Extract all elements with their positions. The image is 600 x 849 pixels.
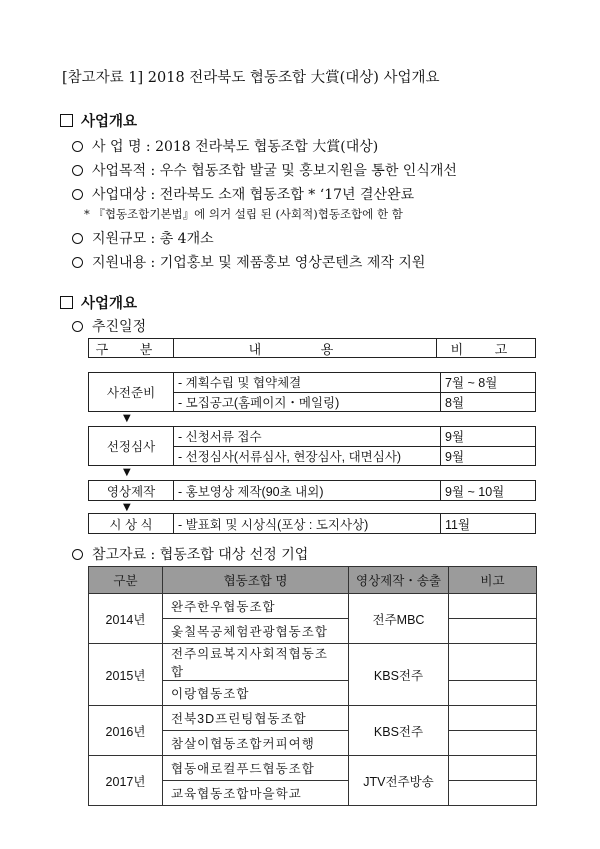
label-text: 추진일정 xyxy=(92,319,147,335)
stage-date: 9월 xyxy=(445,449,465,464)
header-remarks: 비 고 xyxy=(450,341,522,357)
company-name: 전주의료복지사회적협동조합 xyxy=(163,644,349,681)
stage-production xyxy=(88,480,536,501)
circle-bullet-icon xyxy=(72,165,83,176)
item-text: 사업대상 : 전라북도 소재 협동조합 * ‘17년 결산완료 xyxy=(92,187,415,203)
down-arrow-icon: ▼ xyxy=(123,502,131,513)
col-header: 협동조합 명 xyxy=(163,567,349,594)
company-name: 이랑협동조합 xyxy=(163,681,349,706)
remarks-cell xyxy=(449,594,537,619)
header-content: 내 용 xyxy=(174,339,437,357)
reference-label xyxy=(72,544,308,564)
stage-date: 8월 xyxy=(445,395,465,410)
table-header-row xyxy=(89,567,537,594)
circle-bullet-icon xyxy=(72,549,83,560)
section-heading-2 xyxy=(60,292,137,313)
stage-desc: - 모집공고(홈페이지・메일링) xyxy=(174,393,441,412)
circle-bullet-icon xyxy=(72,233,83,244)
remarks-cell xyxy=(449,781,537,806)
item-text: 지원규모 : 총 4개소 xyxy=(92,231,214,247)
stage-date: 9월 xyxy=(445,430,465,445)
circle-bullet-icon xyxy=(72,189,83,200)
stage-name: 선정심사 xyxy=(89,427,174,465)
stage-name: 영상제작 xyxy=(89,481,174,500)
company-name: 옻칠목공체험관광협동조합 xyxy=(163,619,349,644)
stage-desc: - 계획수립 및 협약체결 xyxy=(174,373,441,392)
list-item xyxy=(72,184,414,204)
table-row xyxy=(89,756,537,781)
col-header: 비고 xyxy=(449,567,537,594)
remarks-cell xyxy=(449,731,537,756)
table-row xyxy=(89,594,537,619)
stage-desc: - 홍보영상 제작(90초 내외) xyxy=(174,481,441,500)
stage-desc: - 발표회 및 시상식(포상 : 도지사상) xyxy=(174,514,441,533)
company-name: 교육협동조합마을학교 xyxy=(163,781,349,806)
footnote: * 『협동조합기본법』에 의거 설립 된 (사회적)협동조합에 한 함 xyxy=(84,207,403,221)
company-table xyxy=(88,566,537,806)
stage-ceremony xyxy=(88,513,536,534)
table-row xyxy=(89,706,537,731)
stage-prep xyxy=(88,372,536,412)
stage-name: 시 상 식 xyxy=(89,514,174,533)
item-text: 사업목적 : 우수 협동조합 발굴 및 홍보지원을 통한 인식개선 xyxy=(92,163,457,179)
stage-desc: - 신청서류 접수 xyxy=(174,427,441,446)
section-title: 사업개요 xyxy=(81,113,138,130)
producer-cell: 전주MBC xyxy=(349,594,449,644)
stage-review xyxy=(88,426,536,466)
stage-date: 7월 ~ 8월 xyxy=(445,376,498,391)
down-arrow-icon: ▼ xyxy=(123,467,131,478)
remarks-cell xyxy=(449,681,537,706)
square-bullet-icon xyxy=(60,114,73,127)
remarks-cell xyxy=(449,619,537,644)
remarks-cell xyxy=(449,644,537,681)
stage-name: 사전준비 xyxy=(89,373,174,411)
header-category: 구 분 xyxy=(89,339,174,357)
company-name: 완주한우협동조합 xyxy=(163,594,349,619)
producer-cell: JTV전주방송 xyxy=(349,756,449,806)
list-item xyxy=(72,160,457,180)
year-cell: 2017년 xyxy=(89,756,163,806)
list-item xyxy=(72,252,425,272)
company-name: 전북3D프린팅협동조합 xyxy=(163,706,349,731)
schedule-header xyxy=(88,338,536,358)
producer-cell: KBS전주 xyxy=(349,644,449,706)
list-item xyxy=(72,228,214,248)
item-text: 지원내용 : 기업홍보 및 제품홍보 영상콘텐츠 제작 지원 xyxy=(92,255,426,271)
producer-cell: KBS전주 xyxy=(349,706,449,756)
stage-date: 11월 xyxy=(445,517,471,532)
label-text: 참고자료 : 협동조합 대상 선정 기업 xyxy=(92,547,309,563)
circle-bullet-icon xyxy=(72,141,83,152)
year-cell: 2014년 xyxy=(89,594,163,644)
circle-bullet-icon xyxy=(72,321,83,332)
col-header: 영상제작・송출 xyxy=(349,567,449,594)
company-name: 협동애로컬푸드협동조합 xyxy=(163,756,349,781)
schedule-label xyxy=(72,316,146,336)
year-cell: 2016년 xyxy=(89,706,163,756)
section-heading-1 xyxy=(60,110,137,131)
item-text: 사 업 명 : 2018 전라북도 협동조합 大賞(대상) xyxy=(92,139,379,155)
list-item xyxy=(72,136,378,156)
document-title: [참고자료 1] 2018 전라북도 협동조합 大賞(대상) 사업개요 xyxy=(62,70,440,86)
col-header: 구분 xyxy=(89,567,163,594)
company-name: 참살이협동조합커피여행 xyxy=(163,731,349,756)
circle-bullet-icon xyxy=(72,257,83,268)
year-cell: 2015년 xyxy=(89,644,163,706)
remarks-cell xyxy=(449,706,537,731)
stage-desc: - 선정심사(서류심사, 현장심사, 대면심사) xyxy=(174,447,441,466)
square-bullet-icon xyxy=(60,296,73,309)
down-arrow-icon: ▼ xyxy=(123,413,131,424)
stage-date: 9월 ~ 10월 xyxy=(445,484,505,499)
section-title: 사업개요 xyxy=(81,295,138,312)
table-row xyxy=(89,644,537,681)
remarks-cell xyxy=(449,756,537,781)
